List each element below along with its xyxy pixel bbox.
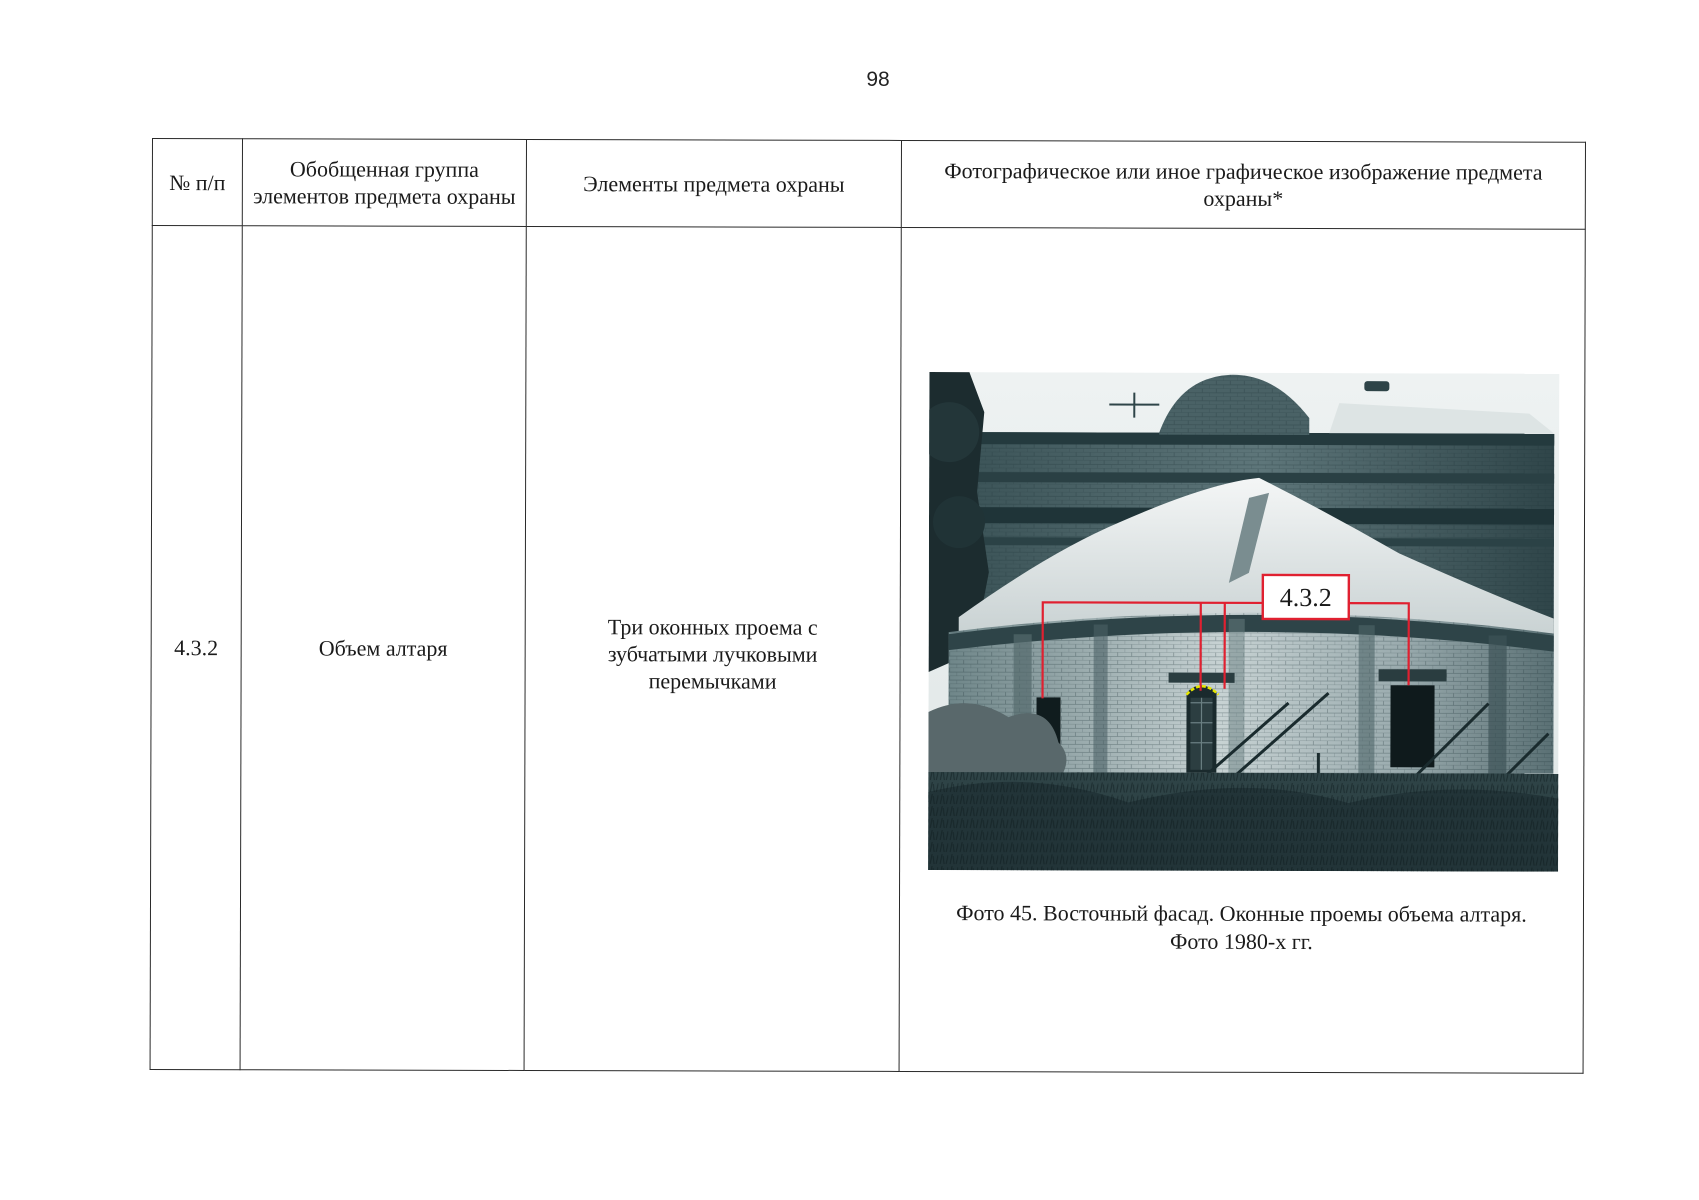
photo-caption-line-2: Фото 1980-х гг. bbox=[1169, 928, 1313, 955]
row-number: 4.3.2 bbox=[150, 226, 242, 1070]
church-photo bbox=[928, 372, 1559, 872]
photo-caption-line-1: Фото 45. Восточный фасад. Оконные проемы объема алтаря. bbox=[956, 900, 1527, 927]
header-elements: Элементы предмета охраны bbox=[526, 139, 901, 227]
table-row bbox=[150, 226, 1585, 1074]
row-elements-cell bbox=[524, 226, 901, 1071]
header-number: № п/п bbox=[152, 139, 242, 226]
protection-table bbox=[150, 138, 1586, 1074]
photo-label: 4.3.2 bbox=[1279, 582, 1332, 613]
row-photo-cell bbox=[899, 227, 1585, 1073]
header-image: Фотографическое или иное графическое изображение предмета охраны* bbox=[901, 140, 1585, 229]
photo-container bbox=[928, 372, 1559, 872]
page-number: 98 bbox=[866, 68, 890, 91]
photo-caption bbox=[900, 899, 1583, 957]
row-group: Объем алтаря bbox=[240, 226, 526, 1071]
header-group: Обобщенная группа элементов предмета охраны bbox=[242, 139, 526, 227]
row-elements: Три оконных проема с зубчатыми лучковыми перемычками bbox=[607, 614, 818, 694]
table-header-row bbox=[152, 139, 1585, 230]
